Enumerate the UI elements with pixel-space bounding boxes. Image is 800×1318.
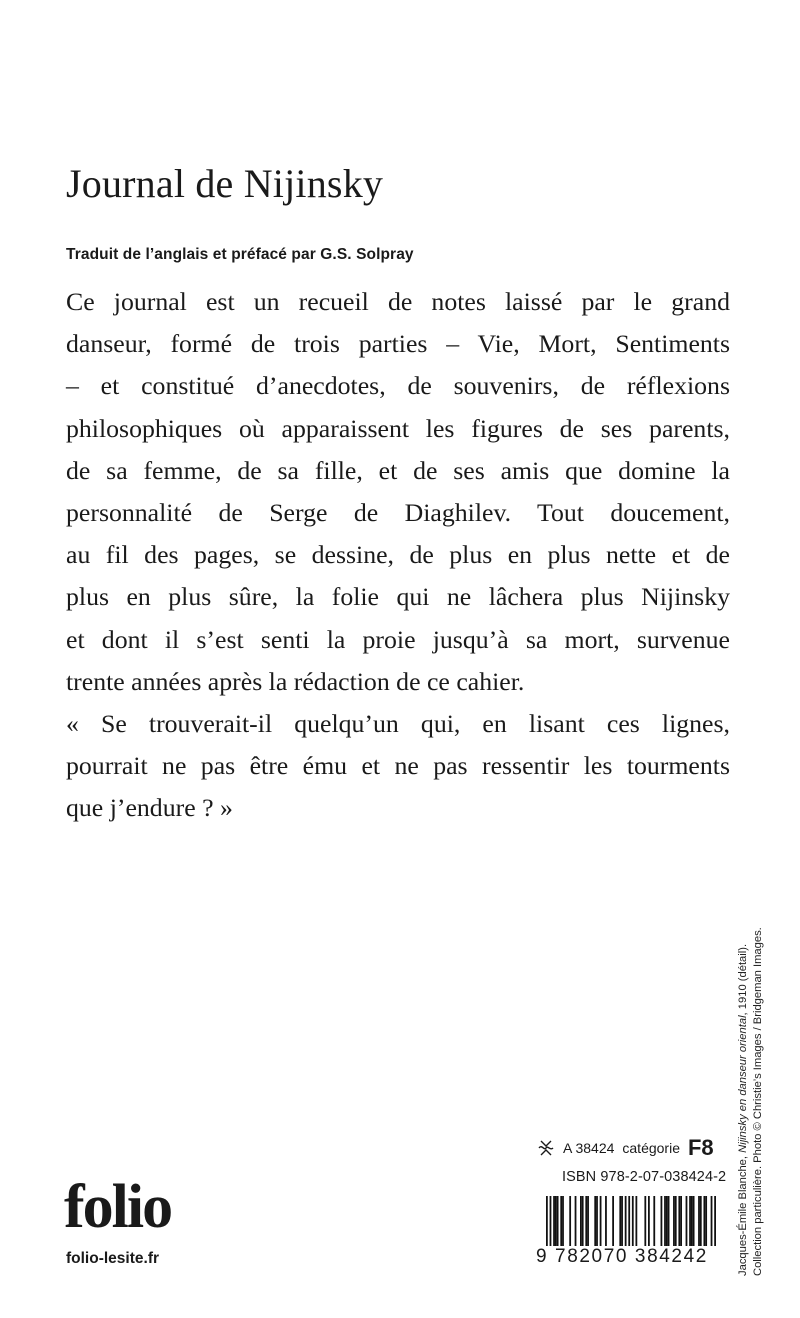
barcode-bar [546, 1196, 548, 1246]
barcode-bar [569, 1196, 571, 1246]
barcode-bar [711, 1196, 713, 1246]
barcode-bar [668, 1196, 670, 1246]
barcode-bar [632, 1196, 634, 1246]
barcode-bar [664, 1196, 666, 1246]
blurb-line: « Se trouverait-il quelqu’un qui, en lisant ces lignes, [66, 708, 730, 738]
barcode-bar [625, 1196, 627, 1246]
barcode-bar [594, 1196, 596, 1246]
barcode-bar [644, 1196, 646, 1246]
barcode-bar [653, 1196, 655, 1246]
barcode-bar [680, 1196, 682, 1246]
blurb-line: plus en plus sûre, la folie qui ne lâchera plus Nijinsky [66, 582, 730, 612]
folio-logo: folio [64, 1173, 172, 1241]
barcode-bar [587, 1196, 589, 1246]
barcode-bar [555, 1196, 557, 1246]
barcode-bar [703, 1196, 705, 1246]
retail-info-row [537, 1135, 720, 1160]
isbn: ISBN 978-2-07-038424-2 [562, 1169, 727, 1185]
barcode-digits: 9 782070 384242 [536, 1246, 708, 1267]
back-cover-blurb [66, 281, 730, 829]
blurb-line: personnalité de Serge de Diaghilev. Tout doucement, [66, 497, 730, 527]
barcode [546, 1196, 716, 1246]
blurb-line: danseur, formé de trois parties – Vie, Mort, Sentiments [66, 329, 730, 359]
barcode-bar [673, 1196, 675, 1246]
blurb-line: trente années après la rédaction de ce cahier. [66, 666, 525, 696]
barcode-bar [693, 1196, 695, 1246]
category-code: F8 [687, 1135, 714, 1160]
barcode-bar [700, 1196, 702, 1246]
barcode-bar [575, 1196, 577, 1246]
barcode-bar [553, 1196, 555, 1246]
image-credit-line-1 [736, 886, 751, 1276]
blurb-line: au fil des pages, se dessine, de plus en plus nette et de [66, 540, 730, 570]
barcode-bar [686, 1196, 688, 1246]
barcode-bar [698, 1196, 700, 1246]
barcode-bar [560, 1196, 562, 1246]
category-label: catégorie [622, 1140, 680, 1156]
barcode-bar [585, 1196, 587, 1246]
barcode-bar [675, 1196, 677, 1246]
book-title: Journal de Nijinsky [66, 161, 384, 206]
blurb-line: philosophiques où apparaissent les figures de ses parents, [66, 413, 730, 443]
barcode-bar [582, 1196, 584, 1246]
image-credit-line-2: Collection particulière. Photo © Christie’s Images / Bridgeman Images. [751, 927, 764, 1276]
barcode-bar [705, 1196, 707, 1246]
barcode-bar [557, 1196, 559, 1246]
barcode-bar [666, 1196, 668, 1246]
barcode-bar [621, 1196, 623, 1246]
book-subtitle: Traduit de l’anglais et préfacé par G.S. Solpray [66, 246, 414, 263]
barcode-bar [605, 1196, 607, 1246]
image-credit [736, 886, 765, 1276]
catalog-code: A 38424 [563, 1140, 615, 1156]
barcode-bar [612, 1196, 614, 1246]
barcode-bar [714, 1196, 716, 1246]
barcode-bar [580, 1196, 582, 1246]
blurb-line: Ce journal est un recueil de notes laissé par le grand [66, 287, 730, 316]
credit-date: , 1910 (détail). [737, 943, 749, 1016]
barcode-bar [648, 1196, 650, 1246]
barcode-bar [628, 1196, 630, 1246]
barcode-bar [550, 1196, 552, 1246]
barcode-bar [691, 1196, 693, 1246]
credit-work: Nijinsky en danseur oriental [737, 1015, 749, 1153]
blurb-line: de sa femme, de sa fille, et de ses amis que domine la [66, 455, 730, 485]
blurb-line: et dont il s’est senti la proie jusqu’à sa mort, survenue [66, 624, 730, 654]
blurb-line: pourrait ne pas être ému et ne pas ressentir les tourments [66, 751, 730, 781]
publisher-website[interactable]: folio-lesite.fr [66, 1250, 160, 1267]
barcode-bar [562, 1196, 564, 1246]
gallimard-mark-icon [537, 1139, 555, 1157]
barcode-bar [689, 1196, 691, 1246]
blurb-line: que j’endure ? » [66, 793, 233, 823]
blurb-line: – et constitué d’anecdotes, de souvenirs, de réflexions [66, 371, 730, 401]
barcode-bar [635, 1196, 637, 1246]
barcode-bar [678, 1196, 680, 1246]
barcode-bar [661, 1196, 663, 1246]
barcode-bar [600, 1196, 602, 1246]
barcode-bar [619, 1196, 621, 1246]
barcode-bar [596, 1196, 598, 1246]
credit-author: Jacques-Émile Blanche, [737, 1152, 749, 1276]
